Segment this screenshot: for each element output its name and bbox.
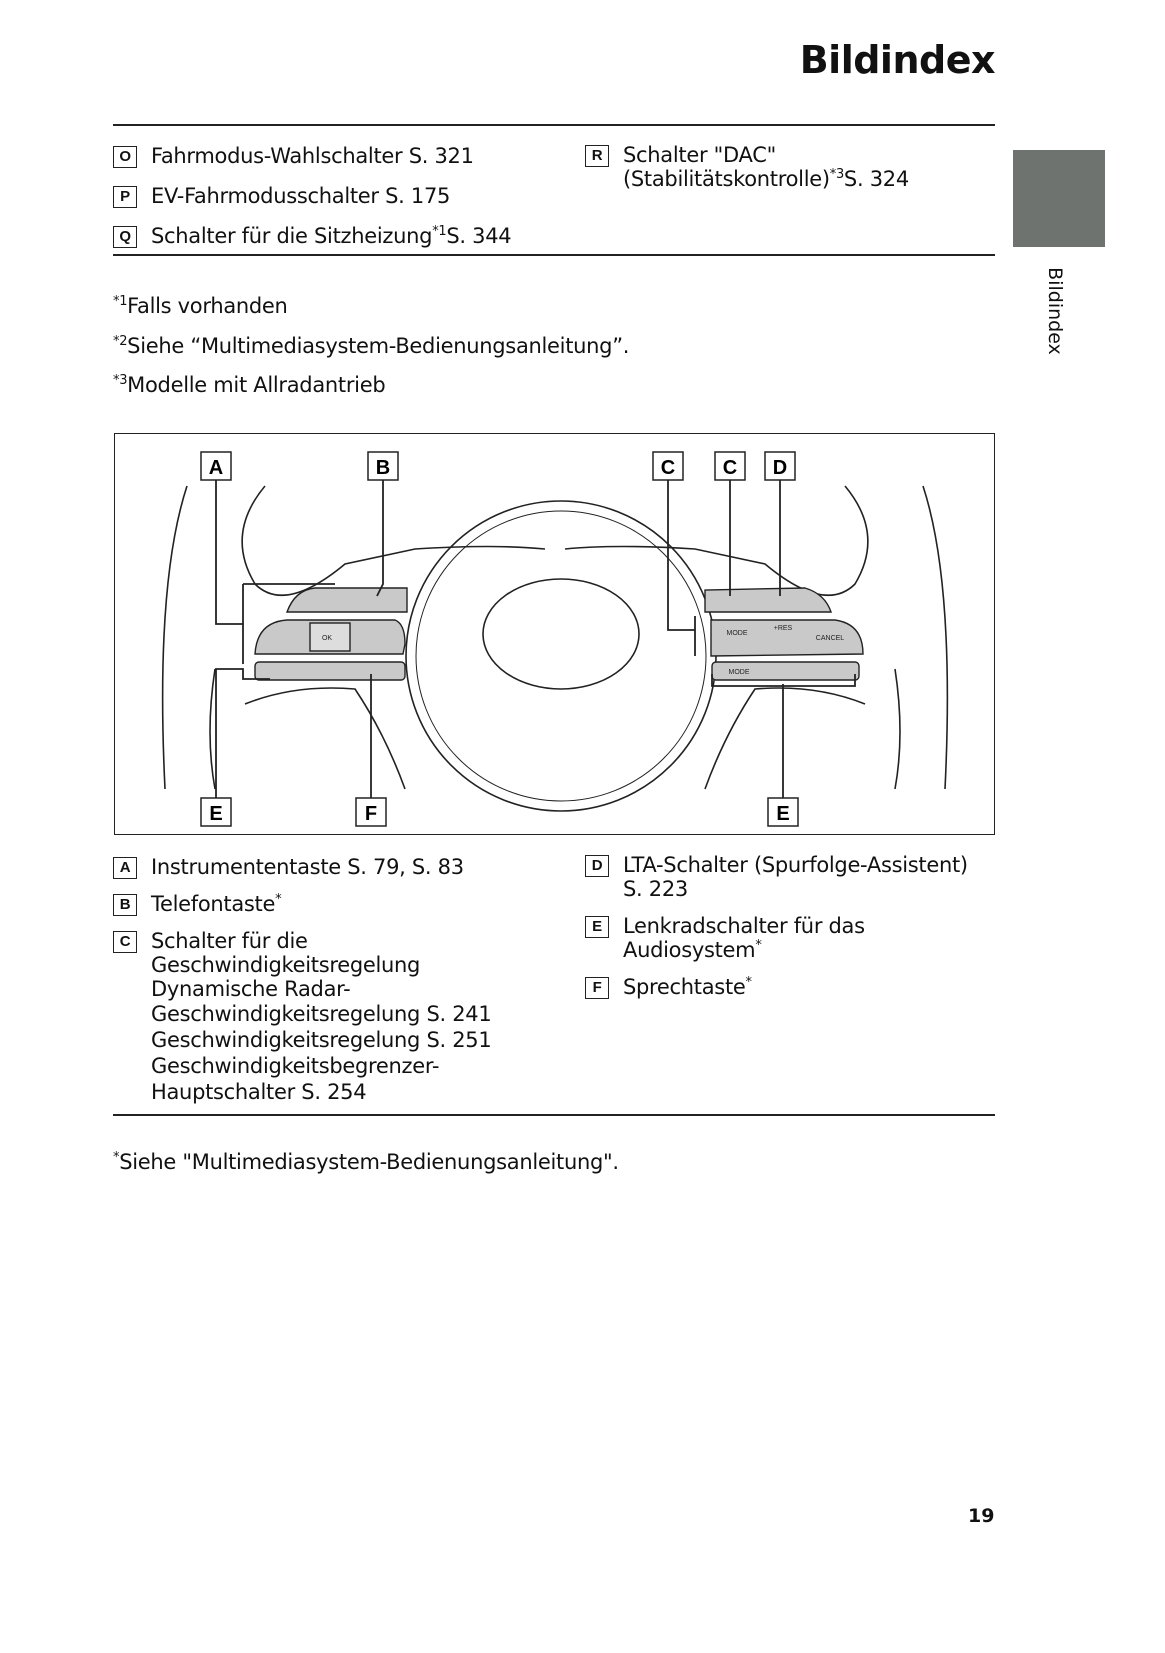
res-button-label: +RES — [773, 625, 793, 632]
callout-b: B — [375, 457, 391, 479]
steering-wheel-diagram — [114, 433, 995, 835]
item-key: B — [113, 894, 137, 916]
list-item — [585, 914, 968, 962]
footnote — [113, 334, 629, 358]
divider — [113, 1114, 995, 1116]
divider — [113, 124, 995, 126]
item-key: P — [113, 186, 137, 208]
list-item — [113, 892, 491, 916]
item-text: Geschwindigkeitsbegrenzer- — [151, 1054, 440, 1078]
item-key: R — [585, 145, 609, 167]
bottom-list-right — [585, 853, 968, 999]
list-item — [113, 224, 511, 248]
item-text: Schalter für die — [151, 929, 308, 953]
item-key: D — [585, 855, 609, 877]
mode-button-label: MODE — [726, 630, 748, 637]
callout-a: A — [208, 457, 224, 479]
section-tab — [1013, 150, 1105, 247]
top-list-left — [113, 144, 511, 248]
footnote-mark: *2 — [113, 334, 128, 349]
footnote-mark: *1 — [432, 224, 447, 239]
list-item — [585, 975, 968, 999]
top-list-right — [585, 143, 909, 191]
item-text: Geschwindigkeitsregelung S. 251 — [151, 1028, 492, 1052]
list-item — [113, 144, 511, 168]
item-key: A — [113, 857, 137, 879]
list-item — [585, 143, 909, 191]
footnote — [113, 373, 385, 397]
callout-e: E — [209, 803, 223, 825]
item-text: Schalter für die Sitzheizung — [151, 224, 433, 248]
item-text: Audiosystem — [623, 938, 756, 962]
callout-e: E — [776, 803, 790, 825]
item-key: O — [113, 146, 137, 168]
footnote-mark: *3 — [113, 373, 128, 388]
divider — [113, 254, 995, 256]
item-text: Sprechtaste — [623, 975, 746, 999]
item-key: C — [113, 931, 137, 953]
item-text: Schalter "DAC" — [623, 143, 776, 167]
callout-f: F — [364, 803, 378, 825]
item-text: Geschwindigkeitsregelung — [151, 953, 421, 977]
item-text: Instrumententaste S. 79, S. 83 — [151, 855, 464, 879]
item-text: Hauptschalter S. 254 — [151, 1080, 367, 1104]
item-page: S. 324 — [843, 167, 909, 191]
footnote-mark: *3 — [829, 167, 844, 182]
item-text: Fahrmodus-Wahlschalter S. 321 — [151, 144, 474, 168]
list-item — [113, 855, 491, 879]
cancel-button-label: CANCEL — [815, 635, 845, 642]
callout-c: C — [722, 457, 738, 479]
ok-button-label: OK — [321, 635, 333, 642]
item-text: Dynamische Radar- — [151, 977, 351, 1001]
footnote-mark: * — [745, 975, 752, 990]
list-item — [113, 184, 511, 208]
item-text: (Stabilitätskontrolle) — [623, 167, 830, 191]
back-button — [287, 588, 407, 612]
footnote — [113, 1150, 619, 1174]
footnote-mark: * — [113, 1150, 120, 1165]
callout-c: C — [660, 457, 676, 479]
item-key: E — [585, 916, 609, 938]
item-page: S. 344 — [446, 224, 512, 248]
item-text: Geschwindigkeitsregelung S. 241 — [151, 1002, 492, 1026]
list-item — [585, 853, 968, 901]
section-tab-label: Bildindex — [1044, 267, 1066, 355]
footnote-text: Modelle mit Allradantrieb — [127, 373, 386, 397]
item-text: LTA-Schalter (Spurfolge-Assistent) — [623, 853, 968, 877]
bottom-list-left — [113, 855, 491, 1105]
footnote-mark: * — [755, 938, 762, 953]
item-text: EV-Fahrmodusschalter S. 175 — [151, 184, 451, 208]
footnote-mark: *1 — [113, 294, 128, 309]
item-text: Lenkradschalter für das — [623, 914, 865, 938]
item-key: Q — [113, 226, 137, 248]
item-text: S. 223 — [623, 877, 688, 901]
footnote-text: Siehe "Multimediasystem-Bedienungsanleitung". — [119, 1150, 619, 1174]
list-item — [113, 929, 491, 1105]
page-title: Bildindex — [799, 38, 995, 82]
footnote-text: Siehe “Multimediasystem-Bedienungsanleitung”. — [127, 334, 630, 358]
footnote-text: Falls vorhanden — [127, 294, 288, 318]
footnote — [113, 294, 288, 318]
callout-d: D — [772, 457, 788, 479]
audio-mode-button-label: MODE — [728, 669, 750, 676]
footnote-mark: * — [275, 892, 282, 907]
item-text: Telefontaste — [151, 892, 276, 916]
page-number: 19 — [968, 1505, 995, 1527]
item-key: F — [585, 977, 609, 999]
